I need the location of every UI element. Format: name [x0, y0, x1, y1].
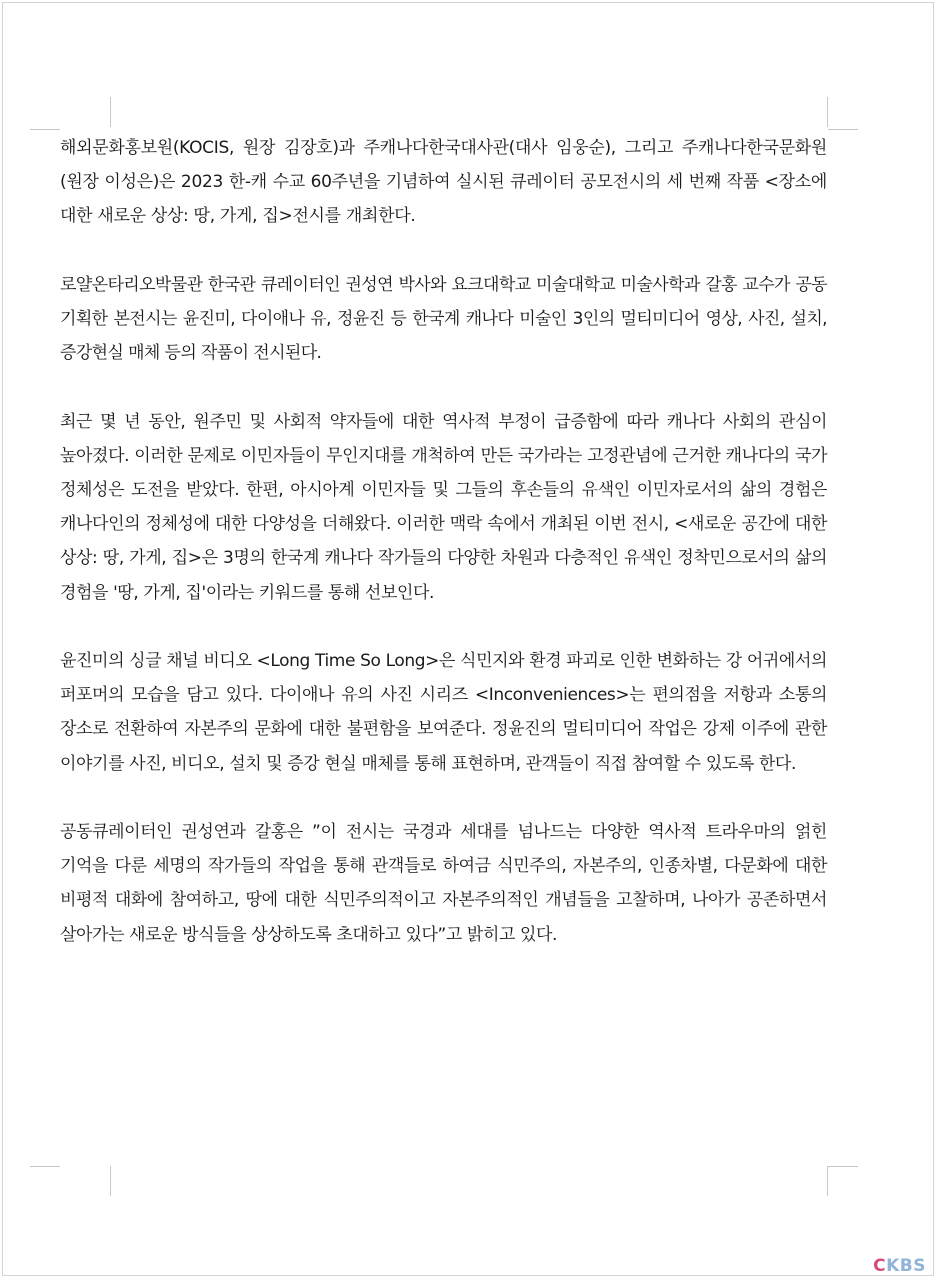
crop-mark-bottom-right-h	[828, 1166, 858, 1167]
ckbs-watermark-logo: CKBS	[873, 1256, 926, 1276]
paragraph-announcement: 해외문화홍보원(KOCIS, 원장 김장호)과 주캐나다한국대사관(대사 임웅순), 그리고 주캐나다한국문화원(원장 이성은)은 2023 한-캐 수교 60주년을 기념하여 실시된 큐레이터 공모전시의 세 번째 작품 <장소에 대한 새로운 상상: 땅, 가게, 집>전시를 개최한다.	[60, 138, 827, 227]
paragraph-context: 최근 몇 년 동안, 원주민 및 사회적 약자들에 대한 역사적 부정이 급증함에 따라 캐나다 사회의 관심이 높아졌다. 이러한 문제로 이민자들이 무인지대를 개척하여 만든 국가라는 고정관념에 근거한 캐나다의 국가 정체성은 도전을 받았다. 한편, 아시아계 이민자들 및 그들의 후손들의 유색인 이민자로서의 삶의 경험은 캐나다인의 정체성에 대한 다양성을 더해왔다. 이러한 맥락 속에서 개최된 이번 전시, <새로운 공간에 대한 상상: 땅, 가게, 집>은 3명의 한국계 캐나다 작가들의 다양한 차원과 다층적인 유색인 정착민으로서의 삶의 경험을 '땅, 가게, 집'이라는 키워드를 통해 선보인다.	[60, 411, 827, 603]
crop-mark-bottom-right-v	[827, 1166, 828, 1196]
crop-mark-top-right-v	[827, 97, 828, 127]
crop-mark-top-left-h	[30, 129, 60, 130]
crop-mark-top-left-v	[110, 97, 111, 127]
paragraph-curator-quote: 공동큐레이터인 권성연과 갈홍은 ”이 전시는 국경과 세대를 넘나드는 다양한 역사적 트라우마의 얽힌 기억을 다룬 세명의 작가들의 작업을 통해 관객들로 하여금 식민주의, 자본주의, 인종차별, 다문화에 대한 비평적 대화에 참여하고, 땅에 대한 식민주의적이고 자본주의적인 개념들을 고찰하며, 나아가 공존하면서 살아가는 새로운 방식들을 상상하도록 초대하고 있다”고 밝히고 있다.	[60, 822, 827, 945]
paragraph-curators: 로얄온타리오박물관 한국관 큐레이터인 권성연 박사와 요크대학교 미술대학교 미술사학과 갈홍 교수가 공동 기획한 본전시는 윤진미, 다이애나 유, 정윤진 등 한국계 캐나다 미술인 3인의 멀티미디어 영상, 사진, 설치, 증강현실 매체 등의 작품이 전시된다.	[60, 274, 827, 364]
crop-mark-top-right-h	[828, 129, 858, 130]
paragraph-artworks: 윤진미의 싱글 채널 비디오 <Long Time So Long>은 식민지와 환경 파괴로 인한 변화하는 강 어귀에서의 퍼포머의 모습을 담고 있다. 다이애나 유의 사진 시리즈 <Inconveniences>는 편의점을 저항과 소통의 장소로 전환하여 자본주의 문화에 대한 불편함을 보여준다. 정윤진의 멀티미디어 작업은 강제 이주에 관한 이야기를 사진, 비디오, 설치 및 증강 현실 매체를 통해 표현하며, 관객들이 직접 참여할 수 있도록 한다.	[60, 651, 827, 774]
document-body	[60, 131, 827, 952]
crop-mark-bottom-left-h	[30, 1166, 60, 1167]
crop-mark-bottom-left-v	[110, 1166, 111, 1196]
